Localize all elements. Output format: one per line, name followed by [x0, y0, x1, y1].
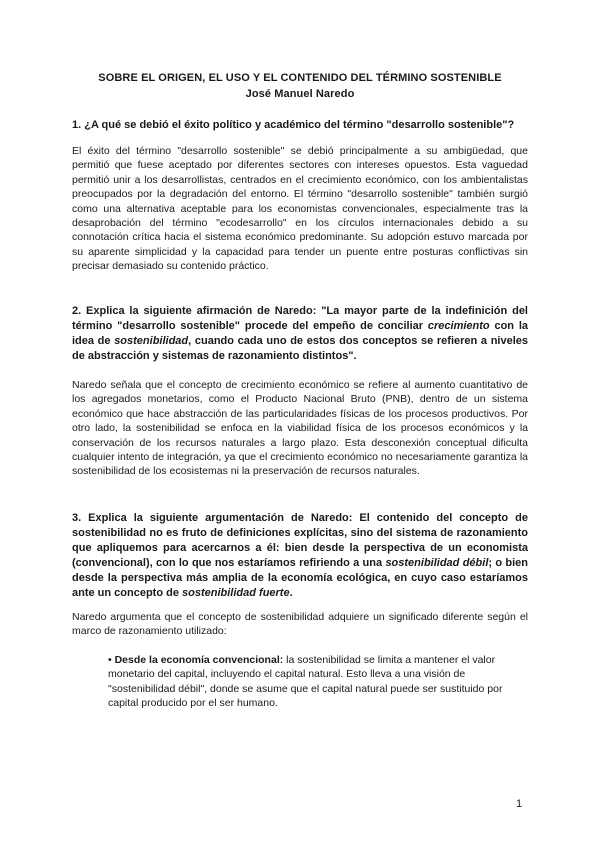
bullet-text: la sostenibilidad se limita a mantener el valor monetario del capital, incluyendo el capital natural. Esto lleva a una visión de "sostenibilidad débil", donde se asume que el capital natural puede ser sustituido por capital producido por el ser humano. — [108, 654, 503, 710]
question-3-bullet-item — [108, 653, 528, 711]
q2-heading-emphasis-crecimiento: crecimiento — [427, 320, 490, 332]
question-1-heading: 1. ¿A qué se debió el éxito político y académico del término "desarrollo sostenible"? — [72, 119, 515, 131]
question-2-answer: Naredo señala que el concepto de crecimiento económico se refiere al aumento cuantitativo de los agregados monetarios, como el Producto Nacional Bruto (PNB), dentro de un sistema económico que hace abstracción de las particularidades físicas de los procesos productivos. Por otro lado, la sostenibilidad se enfoca en la viabilidad física de los procesos económicos y la conservación de los recursos naturales a largo plazo. Esta desconexión conceptual dificulta cualquier intento de integración, ya que el crecimiento económico no necesariamente garantiza la sostenibilidad de los ecosistemas ni la preservación de recursos naturales. — [72, 379, 528, 478]
page-number: 1 — [516, 798, 523, 810]
q3-heading-part-c: . — [289, 587, 293, 599]
q3-heading-emphasis-fuerte: sostenibilidad fuerte — [182, 587, 290, 599]
question-3-answer: Naredo argumenta que el concepto de sostenibilidad adquiere un significado diferente según el marco de razonamiento utilizado: — [72, 611, 528, 638]
q2-heading-part-b: con la idea de — [72, 320, 528, 347]
question-1-answer: El éxito del término "desarrollo sostenible" se debió principalmente a su ambigüedad, que permitió que fuese aceptado por diferentes sectores con intereses opuestos. Esta vaguedad permitió unir a los desarrollistas, centrados en el crecimiento económico, con los ambientalistas preocupados por la degradación del entorno. El término "desarrollo sostenible" también surgió como una alternativa aceptable para los economistas convencionales, especialmente tras la desaprobación del término "ecodesarrollo" en los círculos internacionales debido a su connotación crítica hacia el sistema económico predominante. Su adopción estuvo marcada por su aparente simplicidad y la capacidad para tender un puente entre posturas conflictivas sin precisar demasiado su contenido práctico. — [72, 145, 528, 273]
question-2-heading — [72, 304, 528, 364]
q2-heading-part-a: 2. Explica la siguiente afirmación de Naredo: "La mayor parte de la indefinición del término "desarrollo sostenible" procede del empeño de conciliar — [72, 305, 528, 332]
q2-heading-part-c: , cuando cada uno de estos dos conceptos se refieren a niveles de abstracción y sistemas de razonamiento distintos". — [72, 335, 528, 362]
q2-heading-emphasis-sostenibilidad: sostenibilidad — [114, 335, 189, 347]
document-author: José Manuel Naredo — [245, 88, 355, 100]
question-3-heading — [72, 511, 528, 601]
bullet-label: • Desde la economía convencional: — [108, 654, 284, 666]
q3-heading-part-b: ; o bien desde la perspectiva más amplia de la economía ecológica, en cuyo caso estaríamos ante un concepto de — [72, 557, 528, 599]
q3-heading-part-a: 3. Explica la siguiente argumentación de Naredo: El contenido del concepto de sostenibilidad no es fruto de definiciones explícitas, sino del sistema de razonamiento que apliquemos para acercarnos a él: bien desde la perspectiva de un economista (convencional), con lo que nos estaríamos refiriendo a una — [72, 512, 528, 569]
q3-heading-emphasis-debil: sostenibilidad débil — [385, 557, 489, 569]
document-title: SOBRE EL ORIGEN, EL USO Y EL CONTENIDO DEL TÉRMINO SOSTENIBLE — [98, 72, 502, 84]
